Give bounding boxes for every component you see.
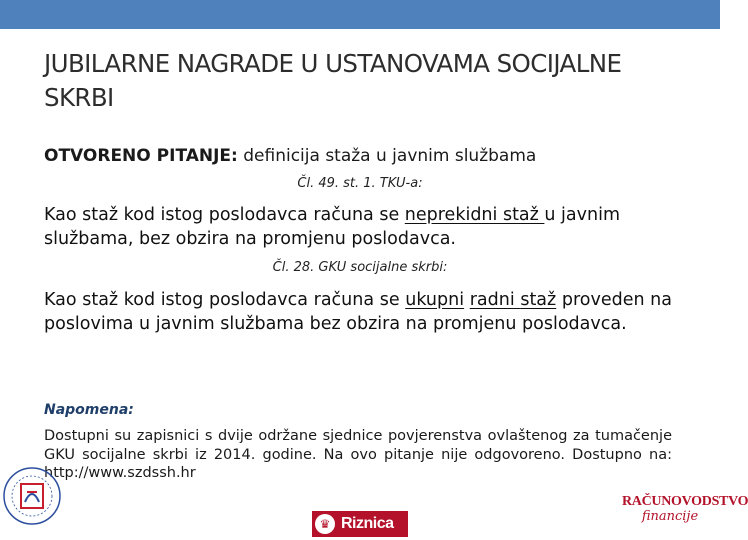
para1-underlined: neprekidni staž [404, 205, 545, 225]
association-logo [2, 452, 66, 534]
racunovodstvo-logo-line2: financije [641, 509, 699, 524]
top-accent-bar [0, 0, 720, 29]
para2-start: Kao staž kod istog poslodavca računa se [44, 290, 406, 310]
citation-gku: Čl. 28. GKU socijalne skrbi: [272, 260, 448, 275]
riznica-logo-text: Riznica [341, 515, 394, 532]
racunovodstvo-logo [622, 494, 748, 540]
crest-icon: ♛ [315, 514, 335, 534]
slide-title: JUBILARNE NAGRADE U USTANOVAMA SOCIJALNE SKRBI [44, 49, 622, 112]
note-body: Dostupni su zapisnici s dvije održane sjednice povjerenstva ovlaštenog za tumačenje GKU socijalne skrbi iz 2014. godine. Na ovo pitanje nije odgovoreno. Dostupno na: http://www.szdssh.hr [44, 428, 672, 481]
open-question [44, 144, 684, 168]
para2-underlined-ukupni: ukupni [405, 290, 465, 310]
racunovodstvo-logo-line1: RAČUNOVODSTVO [622, 494, 748, 509]
para1-end: u javnim službama, bez obzira na promjenu poslodavca. [44, 205, 621, 249]
para1-start: Kao staž kod istog poslodavca računa se [44, 205, 405, 225]
riznica-logo [312, 511, 408, 537]
question-text: definicija staža u javnim službama [237, 146, 537, 166]
question-label: OTVORENO PITANJE: [44, 146, 238, 166]
para2-end: proveden na poslovima u javnim službama bez obzira na promjenu poslodavca. [44, 290, 673, 334]
citation-tku: Čl. 49. st. 1. TKU-a: [297, 176, 423, 191]
note-heading: Napomena: [44, 402, 134, 418]
paragraph-gku [44, 288, 672, 336]
para2-underlined-radni: radni [469, 290, 521, 310]
para2-underlined-staz: staž [520, 290, 557, 310]
paragraph-tku [44, 203, 672, 251]
